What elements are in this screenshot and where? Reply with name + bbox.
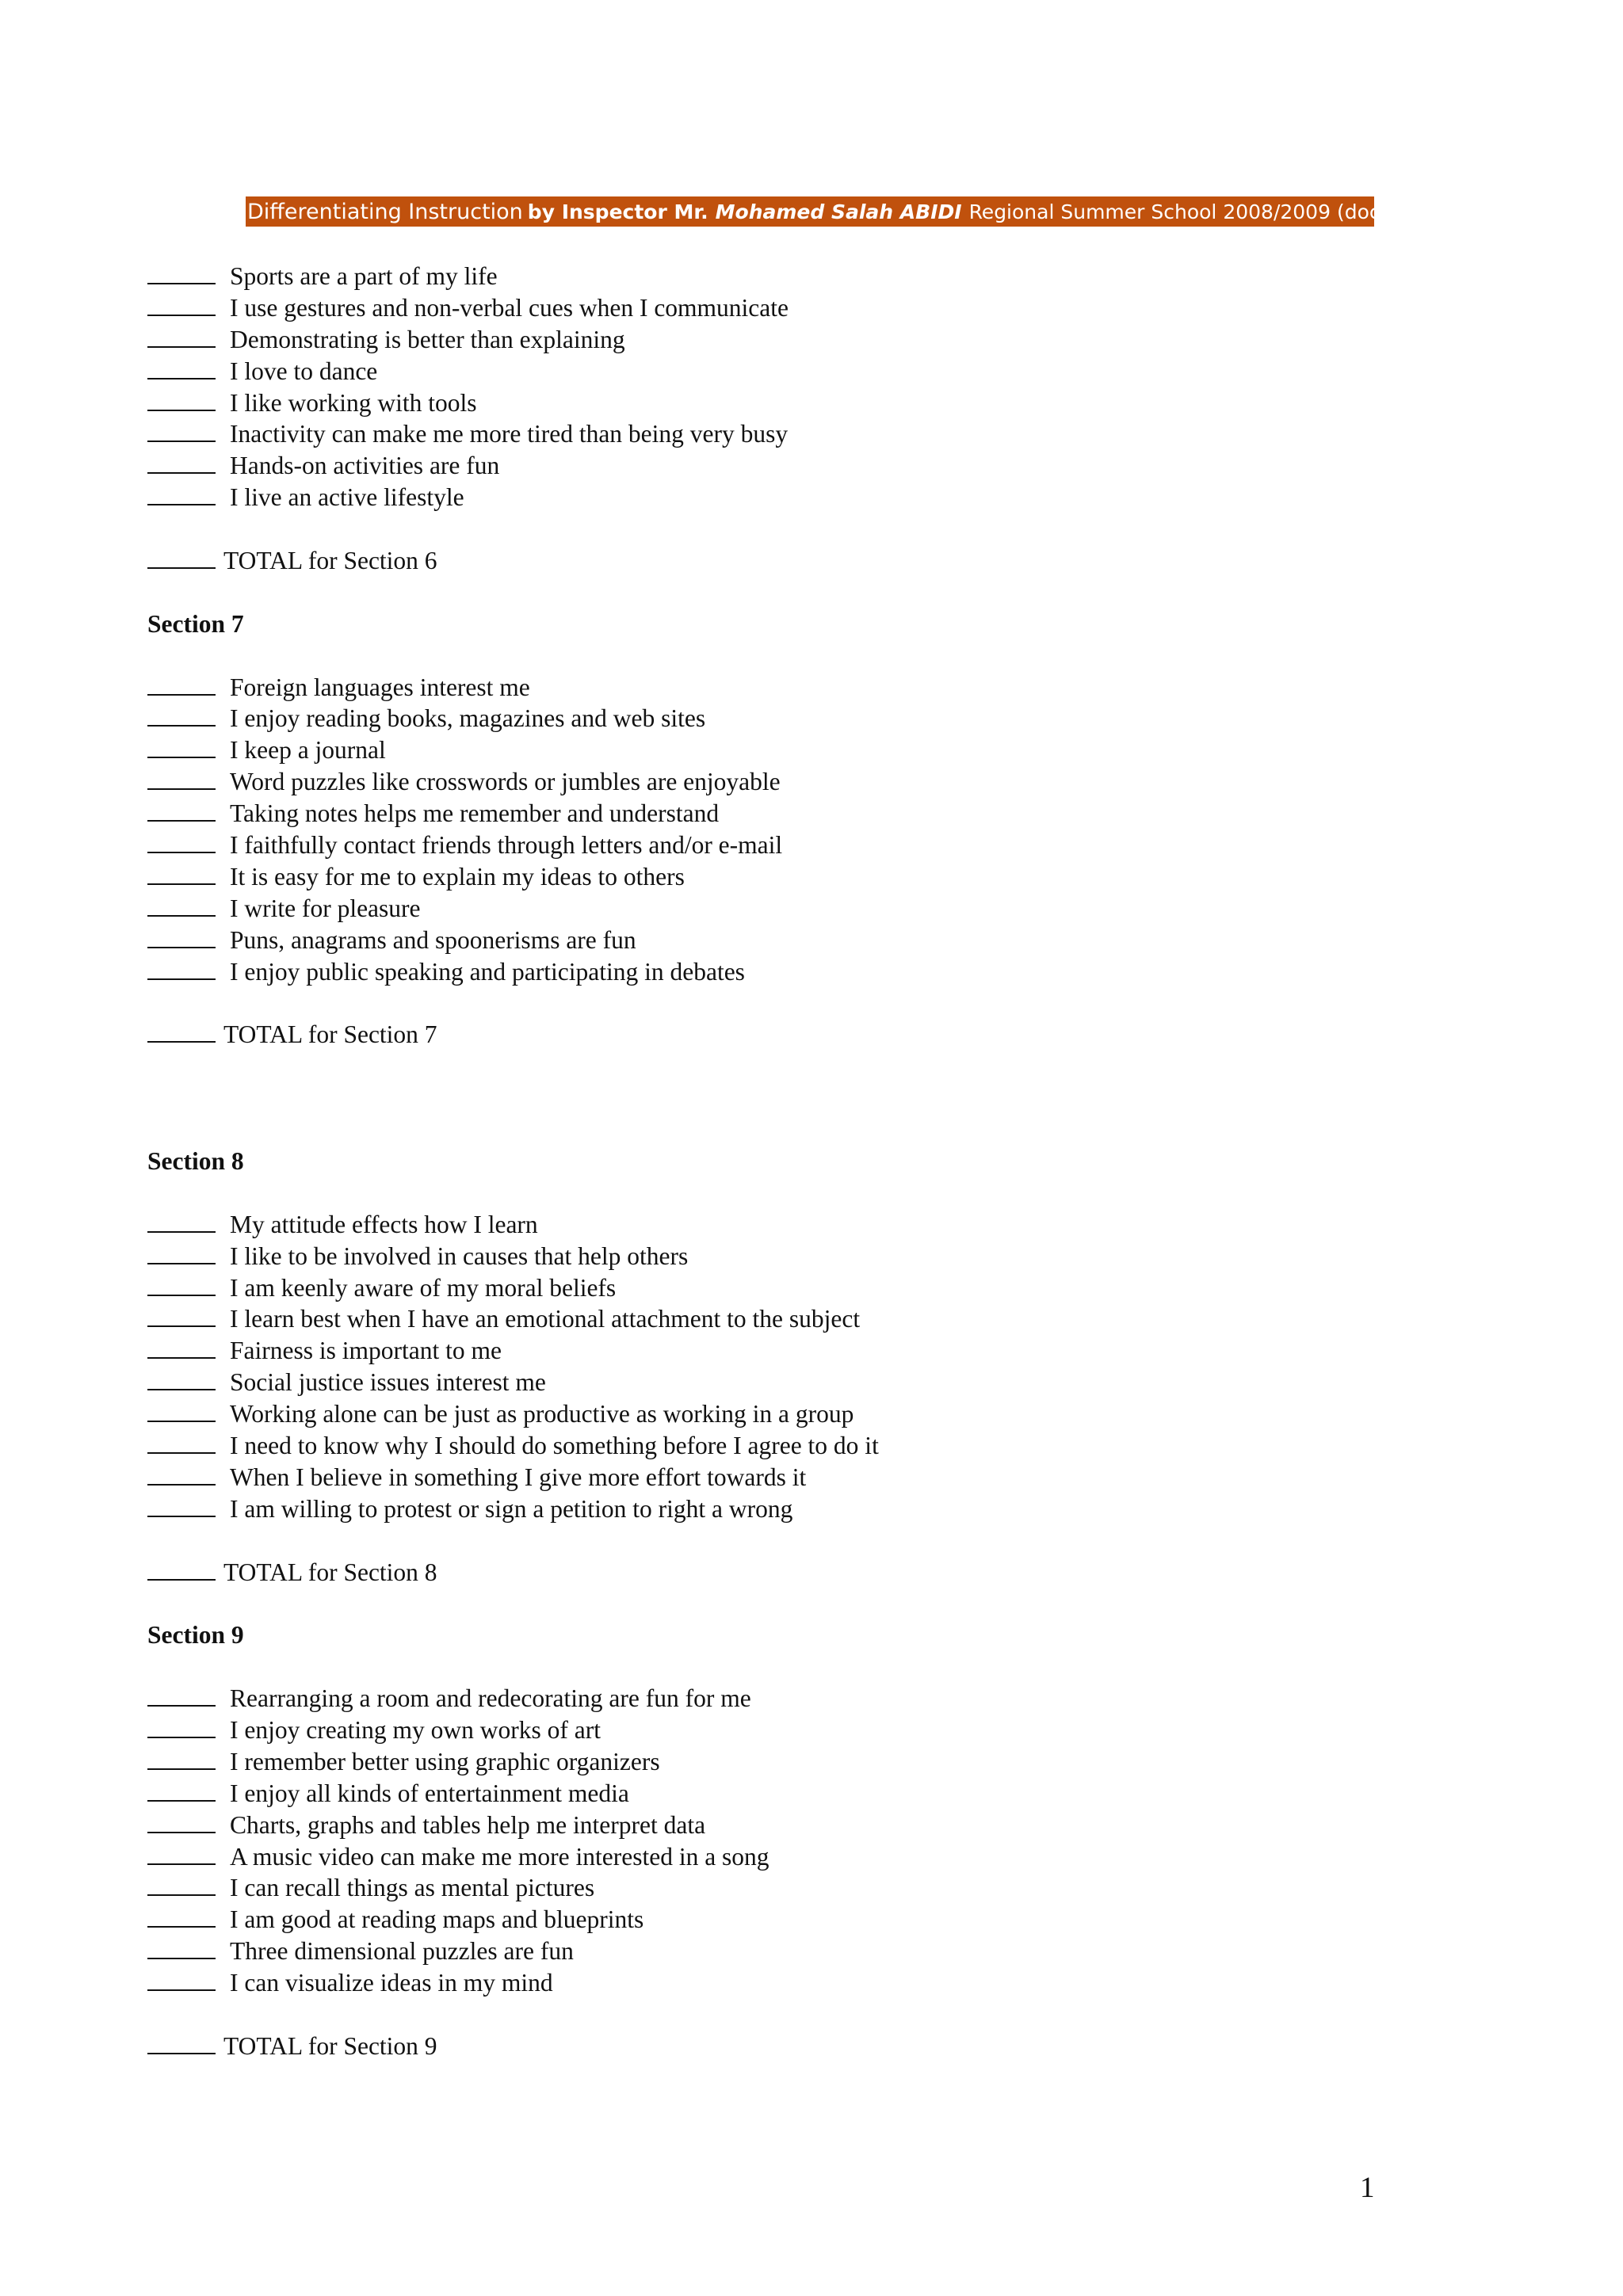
answer-blank[interactable] <box>147 356 217 387</box>
header-event: Regional Summer School 2008/2009 (docs) <box>968 200 1399 223</box>
answer-blank[interactable] <box>147 1746 217 1778</box>
answer-blank[interactable] <box>147 1904 217 1936</box>
section-6 <box>147 261 879 577</box>
answer-blank[interactable] <box>147 1872 217 1904</box>
list-item: I need to know why I should do something before I agree to do it <box>147 1430 879 1462</box>
header-by: by Inspector Mr. <box>527 200 708 223</box>
list-item: I live an active lifestyle <box>147 482 879 513</box>
list-item: I write for pleasure <box>147 893 879 925</box>
list-item: Social justice issues interest me <box>147 1367 879 1398</box>
list-item: I enjoy creating my own works of art <box>147 1714 879 1746</box>
answer-blank[interactable] <box>147 1303 217 1335</box>
answer-blank[interactable] <box>147 861 217 893</box>
list-item: Demonstrating is better than explaining <box>147 324 879 356</box>
list-item: I am good at reading maps and blueprints <box>147 1904 879 1936</box>
answer-blank[interactable] <box>147 893 217 925</box>
list-item: Rearranging a room and redecorating are fun for me <box>147 1683 879 1714</box>
answer-blank[interactable] <box>147 1430 217 1462</box>
questionnaire <box>147 261 879 2062</box>
list-item: I enjoy public speaking and participating in debates <box>147 956 879 988</box>
list-item: I keep a journal <box>147 734 879 766</box>
answer-blank[interactable] <box>147 1367 217 1398</box>
section-heading: Section 8 <box>147 1146 244 1175</box>
answer-blank[interactable] <box>147 1967 217 1999</box>
answer-blank[interactable] <box>147 830 217 861</box>
list-item: I remember better using graphic organizers <box>147 1746 879 1778</box>
list-item: Inactivity can make me more tired than being very busy <box>147 418 879 450</box>
section-heading: Section 9 <box>147 1621 244 1650</box>
list-item: Fairness is important to me <box>147 1335 879 1367</box>
answer-blank[interactable] <box>147 418 217 450</box>
answer-blank[interactable] <box>147 1335 217 1367</box>
section-total: TOTAL for Section 7 <box>147 1019 879 1051</box>
list-item: It is easy for me to explain my ideas to others <box>147 861 879 893</box>
answer-blank[interactable] <box>147 1810 217 1841</box>
list-item: I learn best when I have an emotional attachment to the subject <box>147 1303 879 1335</box>
list-item: Working alone can be just as productive as working in a group <box>147 1398 879 1430</box>
answer-blank[interactable] <box>147 1683 217 1714</box>
answer-blank[interactable] <box>147 703 217 734</box>
answer-blank[interactable] <box>147 798 217 830</box>
list-item: Three dimensional puzzles are fun <box>147 1936 879 1967</box>
section-total: TOTAL for Section 9 <box>147 2031 879 2062</box>
list-item: I can recall things as mental pictures <box>147 1872 879 1904</box>
list-item: I like working with tools <box>147 387 879 419</box>
answer-blank[interactable] <box>147 324 217 356</box>
total-blank[interactable] <box>147 2031 217 2062</box>
list-item: My attitude effects how I learn <box>147 1209 879 1241</box>
answer-blank[interactable] <box>147 734 217 766</box>
answer-blank[interactable] <box>147 1462 217 1493</box>
answer-blank[interactable] <box>147 1936 217 1967</box>
answer-blank[interactable] <box>147 672 217 704</box>
total-blank[interactable] <box>147 1019 217 1051</box>
section-9 <box>147 1619 879 2061</box>
answer-blank[interactable] <box>147 450 217 482</box>
answer-blank[interactable] <box>147 1272 217 1304</box>
page-number: 1 <box>1360 2172 1375 2204</box>
list-item: A music video can make me more interested in a song <box>147 1841 879 1873</box>
section-8 <box>147 1146 879 1588</box>
list-item: I faithfully contact friends through letters and/or e-mail <box>147 830 879 861</box>
answer-blank[interactable] <box>147 1841 217 1873</box>
answer-blank[interactable] <box>147 482 217 513</box>
answer-blank[interactable] <box>147 1241 217 1272</box>
list-item: I enjoy all kinds of entertainment media <box>147 1778 879 1810</box>
list-item: Charts, graphs and tables help me interpret data <box>147 1810 879 1841</box>
section-7 <box>147 608 879 1051</box>
answer-blank[interactable] <box>147 292 217 324</box>
answer-blank[interactable] <box>147 1398 217 1430</box>
answer-blank[interactable] <box>147 387 217 419</box>
answer-blank[interactable] <box>147 956 217 988</box>
list-item: I like to be involved in causes that help others <box>147 1241 879 1272</box>
list-item: Sports are a part of my life <box>147 261 879 292</box>
list-item: Word puzzles like crosswords or jumbles are enjoyable <box>147 766 879 798</box>
list-item: Puns, anagrams and spoonerisms are fun <box>147 925 879 956</box>
list-item: I am willing to protest or sign a petition to right a wrong <box>147 1493 879 1525</box>
answer-blank[interactable] <box>147 925 217 956</box>
header-title: Differentiating Instruction <box>247 199 523 224</box>
list-item: When I believe in something I give more effort towards it <box>147 1462 879 1493</box>
section-heading: Section 7 <box>147 609 244 638</box>
section-total: TOTAL for Section 8 <box>147 1557 879 1589</box>
answer-blank[interactable] <box>147 1714 217 1746</box>
list-item: I use gestures and non-verbal cues when I communicate <box>147 292 879 324</box>
list-item: Foreign languages interest me <box>147 672 879 704</box>
total-blank[interactable] <box>147 1557 217 1589</box>
total-blank[interactable] <box>147 545 217 577</box>
list-item: Taking notes helps me remember and understand <box>147 798 879 830</box>
list-item: I am keenly aware of my moral beliefs <box>147 1272 879 1304</box>
list-item: Hands-on activities are fun <box>147 450 879 482</box>
answer-blank[interactable] <box>147 766 217 798</box>
list-item: I can visualize ideas in my mind <box>147 1967 879 1999</box>
answer-blank[interactable] <box>147 261 217 292</box>
header-author: Mohamed Salah ABIDI <box>715 200 962 223</box>
list-item: I enjoy reading books, magazines and web sites <box>147 703 879 734</box>
section-total: TOTAL for Section 6 <box>147 545 879 577</box>
document-header <box>246 196 1399 227</box>
answer-blank[interactable] <box>147 1209 217 1241</box>
list-item: I love to dance <box>147 356 879 387</box>
answer-blank[interactable] <box>147 1778 217 1810</box>
answer-blank[interactable] <box>147 1493 217 1525</box>
